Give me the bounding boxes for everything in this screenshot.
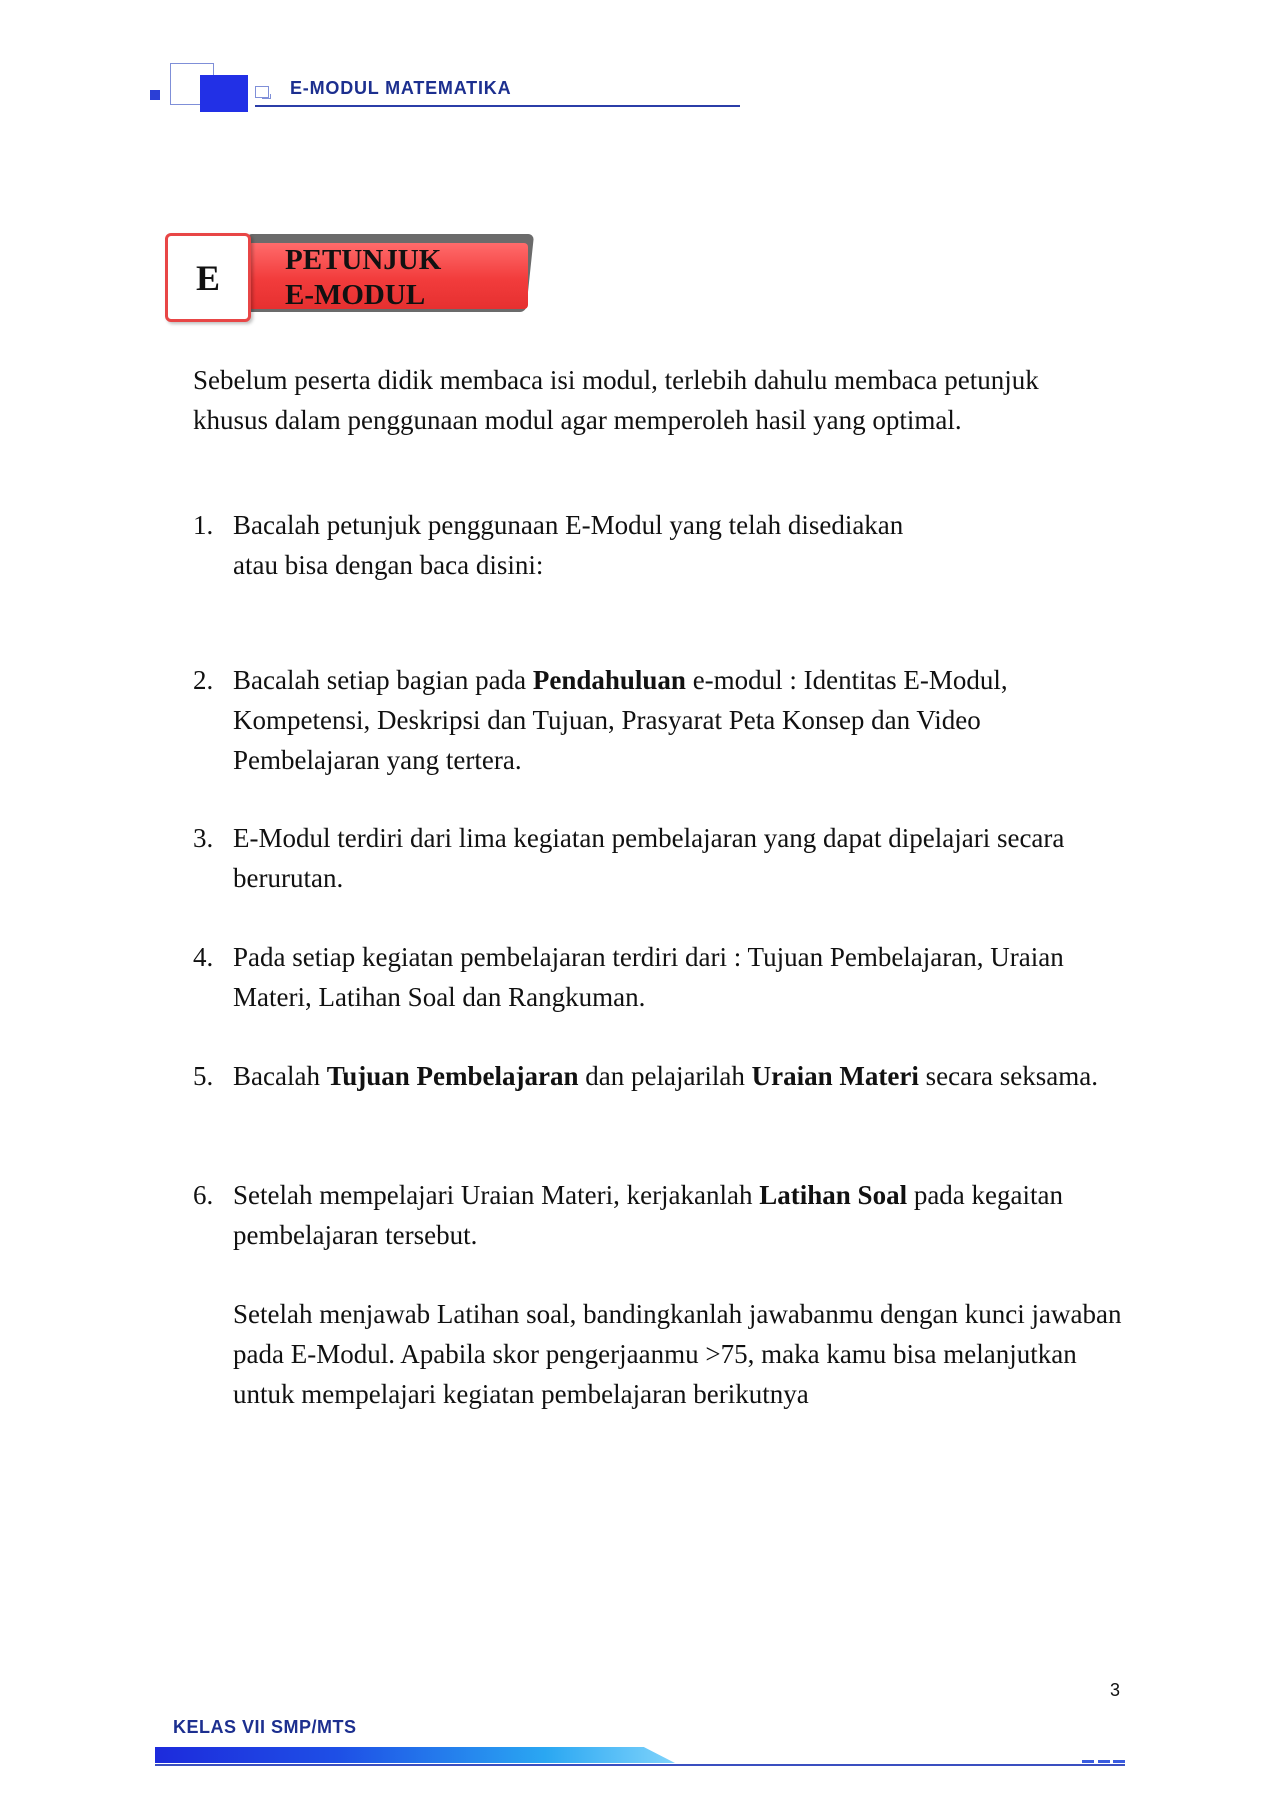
list-item-6-text: Setelah mempelajari Uraian Materi, kerjakanlah [233,1180,760,1210]
footer-gradient-bar [155,1747,675,1763]
header-title: E-MODUL MATEMATIKA [290,78,512,98]
list-item-4-text: Pada setiap kegiatan pembelajaran terdiri dari : Tujuan Pembelajaran, Uraian Materi, Latihan Soal dan Rangkuman. [233,942,1064,1012]
footer-dash [1082,1760,1094,1763]
footer-dash [1098,1760,1110,1763]
section-title-line2: E-MODUL [285,279,426,311]
section-letter: E [195,257,220,298]
list-item-2 [193,660,1123,780]
header-decor-corner [262,94,271,99]
section-title [285,243,441,313]
list-number: 4. [193,942,214,972]
section-title-line1: PETUNJUK [285,244,442,276]
list-item-5-text-post: secara seksama. [918,1061,1099,1091]
page-number: 3 [1110,1680,1121,1700]
list-item-3-text: E-Modul terdiri dari lima kegiatan pembelajaran yang dapat dipelajari secara berurutan. [233,823,1065,893]
list-item-6-text-post: pada kegaitan pembelajaran tersebut. [233,1180,1064,1250]
list-item-1 [193,505,1123,585]
section-letter-box [165,233,251,322]
list-item-5-bold2: Uraian Materi [751,1061,919,1091]
list-item-6 [193,1175,1123,1255]
list-item-2-text: Bacalah setiap bagian pada [233,665,533,695]
list-item-1-line2: atau bisa dengan baca disini: [233,550,544,580]
list-item-5-bold1: Tujuan Pembelajaran [326,1061,579,1091]
list-number: 3. [193,823,214,853]
footer-dash [1113,1760,1125,1763]
list-number: 1. [193,510,214,540]
header-underline [255,105,740,107]
footer-title: KELAS VII SMP/MTS [173,1717,357,1737]
closing-paragraph: Setelah menjawab Latihan soal, bandingkanlah jawabanmu dengan kunci jawaban pada E-Modul. Apabila skor pengerjaanmu >75, maka kamu bisa melanjutkan untuk mempelajari kegiatan pembelajaran berikutnya [233,1299,1122,1409]
list-item-5 [193,1056,1123,1096]
list-item-5-text: Bacalah [233,1061,327,1091]
list-item-5-text-mid: dan pelajarilah [578,1061,752,1091]
list-item-1-line1: Bacalah petunjuk penggunaan E-Modul yang telah disediakan [233,510,904,540]
list-number: 5. [193,1061,214,1091]
list-item-3 [193,818,1123,898]
list-number: 2. [193,665,214,695]
list-number: 6. [193,1180,214,1210]
footer-line [155,1764,1125,1766]
list-item-6-bold: Latihan Soal [759,1180,908,1210]
intro-paragraph: Sebelum peserta didik membaca isi modul, terlebih dahulu membaca petunjuk khusus dalam penggunaan modul agar memperoleh hasil yang optimal. [193,365,1039,435]
header-decor-square-small [150,90,160,100]
header-decor-square-filled [200,75,248,112]
list-item-2-text-post: e-modul : Identitas E-Modul, Kompetensi, Deskripsi dan Tujuan, Prasyarat Peta Konsep dan Video Pembelajaran yang tertera. [233,665,1008,775]
list-item-4 [193,937,1123,1017]
list-item-2-bold: Pendahuluan [532,665,686,695]
